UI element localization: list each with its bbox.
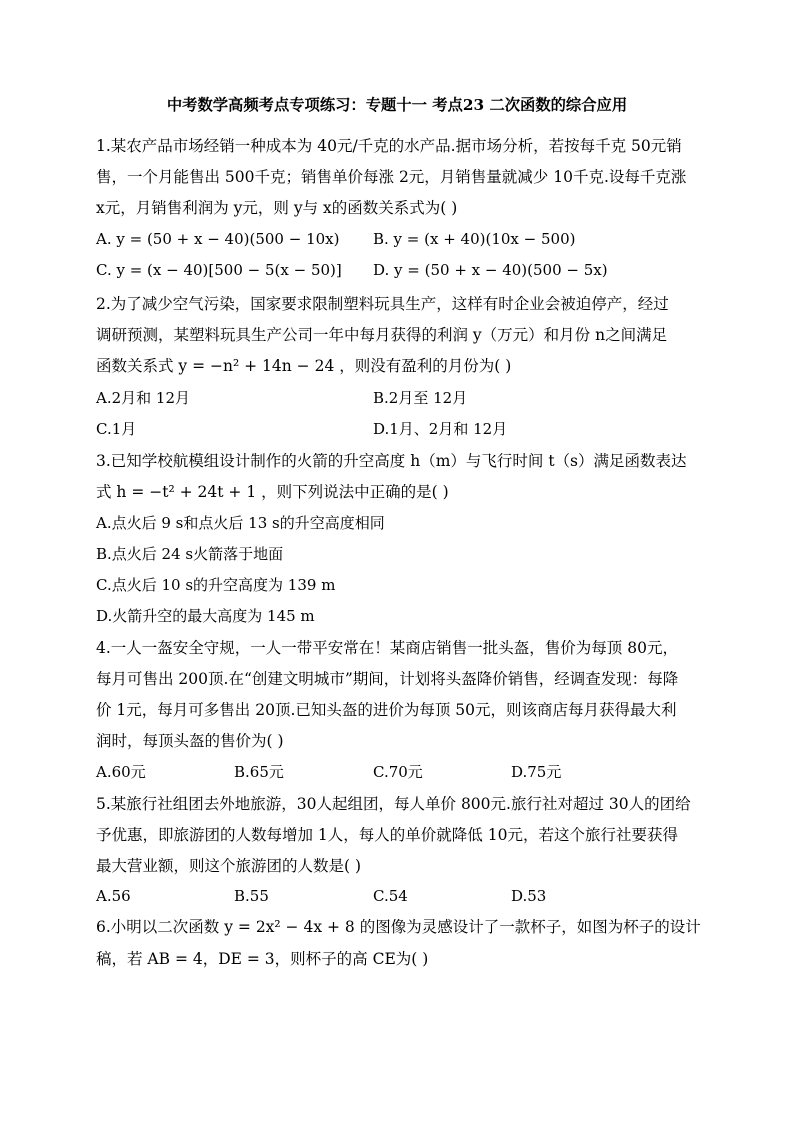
question-1-line-1: 1.某农产品市场经销一种成本为 40元/千克的水产品.据市场分析，若按每千克 50元销 xyxy=(96,137,682,155)
question-3-option-b: B.点火后 24 s火箭落于地面 xyxy=(96,545,284,563)
question-1-line-3: x元，月销售利润为 y元，则 y与 x的函数关系式为( ) xyxy=(96,199,458,217)
question-3-option-d: D.火箭升空的最大高度为 145 m xyxy=(96,607,315,625)
question-5-option-a: A.56 xyxy=(96,887,131,905)
question-4-line-2: 每月可售出 200顶.在“创建文明城市”期间，计划将头盔降价销售，经调查发现：每降 xyxy=(96,670,679,688)
question-3-line-2: 式 h = −t² + 24t + 1 ，则下列说法中正确的是( ) xyxy=(96,483,449,501)
question-2-option-d: D.1月、2月和 12月 xyxy=(373,420,508,438)
question-5-line-1: 5.某旅行社组团去外地旅游，30人起组团，每人单价 800元.旅行社对超过 30人的团给 xyxy=(96,795,691,813)
page-title: 中考数学高频考点专项练习：专题十一 考点23 二次函数的综合应用 xyxy=(166,96,628,114)
question-4-option-a: A.60元 xyxy=(96,763,146,781)
question-1-line-2: 售，一个月能售出 500千克；销售单价每涨 2元，月销售量就减少 10千克.设每千克涨 xyxy=(96,168,687,186)
question-6-line-1: 6.小明以二次函数 y = 2x² − 4x + 8 的图像为灵感设计了一款杯子，如图为杯子的设计 xyxy=(96,918,701,936)
question-4-option-d: D.75元 xyxy=(511,763,562,781)
question-3-option-a: A.点火后 9 s和点火后 13 s的升空高度相同 xyxy=(96,514,385,532)
question-2-option-b: B.2月至 12月 xyxy=(373,389,468,407)
question-4-option-b: B.65元 xyxy=(234,763,284,781)
question-5-option-b: B.55 xyxy=(234,887,269,905)
question-3-line-1: 3.已知学校航模组设计制作的火箭的升空高度 h（m）与飞行时间 t（s）满足函数表达 xyxy=(96,452,687,470)
question-2-line-1: 2.为了减少空气污染，国家要求限制塑料玩具生产，这样有时企业会被迫停产，经过 xyxy=(96,295,669,313)
question-1-option-a: A. y = (50 + x − 40)(500 − 10x) xyxy=(96,230,340,248)
question-1-option-c: C. y = (x − 40)[500 − 5(x − 50)] xyxy=(96,261,342,279)
question-4-line-4: 润时，每顶头盔的售价为( ) xyxy=(96,732,284,750)
question-4-option-c: C.70元 xyxy=(373,763,423,781)
question-5-line-2: 予优惠，即旅游团的人数每增加 1人，每人的单价就降低 10元，若这个旅行社要获得 xyxy=(96,826,678,844)
question-5-option-c: C.54 xyxy=(373,887,408,905)
question-2-option-a: A.2月和 12月 xyxy=(96,389,190,407)
question-5-line-3: 最大营业额，则这个旅游团的人数是( ) xyxy=(96,857,362,875)
question-2-line-3: 函数关系式 y = −n² + 14n − 24 ，则没有盈利的月份为( ) xyxy=(96,357,512,375)
question-1-option-b: B. y = (x + 40)(10x − 500) xyxy=(373,230,576,248)
question-3-option-c: C.点火后 10 s的升空高度为 139 m xyxy=(96,576,336,594)
question-2-option-c: C.1月 xyxy=(96,420,137,438)
question-1-option-d: D. y = (50 + x − 40)(500 − 5x) xyxy=(373,261,608,279)
question-5-option-d: D.53 xyxy=(511,887,547,905)
question-4-line-1: 4.一人一盔安全守规，一人一带平安常在！某商店销售一批头盔，售价为每顶 80元， xyxy=(96,639,678,657)
question-4-line-3: 价 1元，每月可多售出 20顶.已知头盔的进价为每顶 50元，则该商店每月获得最大利 xyxy=(96,701,677,719)
question-2-line-2: 调研预测，某塑料玩具生产公司一年中每月获得的利润 y（万元）和月份 n之间满足 xyxy=(96,326,668,344)
question-6-line-2: 稿，若 AB = 4，DE = 3，则杯子的高 CE为( ) xyxy=(96,950,429,968)
